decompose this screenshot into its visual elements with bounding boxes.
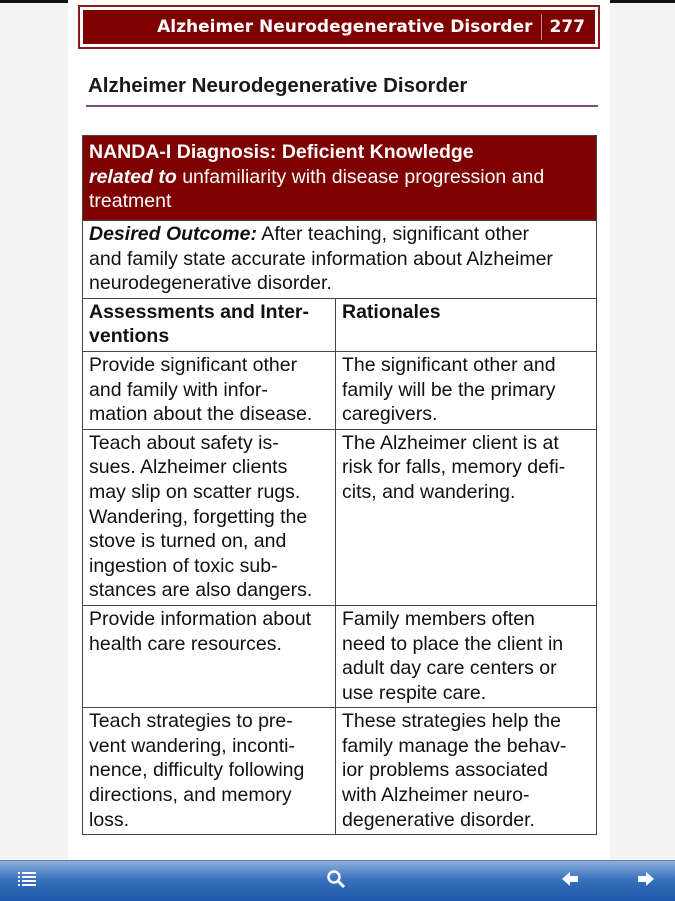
table-cell: Teach strategies to pre- vent wandering, inconti- nence, difficulty following directions, and memory loss.	[83, 708, 336, 835]
diagnosis-cell	[83, 136, 597, 221]
table-cell: Provide information about health care resources.	[83, 605, 336, 707]
outcome-label: Desired Outcome:	[89, 223, 257, 245]
column-header: Assessments and Inter- ventions	[83, 298, 336, 351]
bottom-toolbar	[0, 860, 675, 901]
table-cell: The significant other and family will be the primary caregivers.	[336, 351, 597, 429]
column-header: Rationales	[336, 298, 597, 351]
running-header-title: Alzheimer Neurodegenerative Disorder	[157, 17, 533, 37]
table-row	[83, 351, 597, 429]
running-header	[78, 5, 600, 49]
outcome-text: After teaching, significant other and family state accurate information about Alzheimer neurodegenerative disorder.	[89, 223, 553, 295]
table-cell: Family members often need to place the client in adult day care centers or use respite care.	[336, 605, 597, 707]
diagnosis-text: unfamiliarity with disease progression and treatment	[89, 165, 545, 213]
table-header-row	[83, 298, 597, 351]
title-rule	[86, 105, 598, 107]
corner-right	[605, 0, 675, 3]
table-cell: Provide significant other and family with infor- mation about the disease.	[83, 351, 336, 429]
table-row	[83, 708, 597, 835]
corner-left	[0, 0, 70, 3]
table-cell: These strategies help the family manage the behav- ior problems associated with Alzheimer neuro- degenerative disorder.	[336, 708, 597, 835]
arrow-right-icon[interactable]	[636, 869, 656, 895]
page-number: 277	[549, 17, 585, 37]
section-title: Alzheimer Neurodegenerative Disorder	[88, 74, 468, 97]
table-row	[83, 429, 597, 605]
header-divider	[541, 14, 542, 40]
outcome-cell	[83, 221, 597, 299]
table-cell: Teach about safety is- sues. Alzheimer clients may slip on scatter rugs. Wandering, forgetting the stove is turned on, and ingestion of toxic sub- stances are also dangers.	[83, 429, 336, 605]
arrow-left-icon[interactable]	[560, 869, 580, 895]
list-icon[interactable]	[17, 869, 37, 895]
diagnosis-label: NANDA-I Diagnosis: Deficient Knowledge	[89, 141, 474, 163]
search-icon[interactable]	[326, 869, 346, 895]
diagnosis-related: related to	[89, 165, 177, 188]
table-cell: The Alzheimer client is at risk for falls, memory defi- cits, and wandering.	[336, 429, 597, 605]
table-row	[83, 605, 597, 707]
care-plan-table	[82, 135, 597, 835]
